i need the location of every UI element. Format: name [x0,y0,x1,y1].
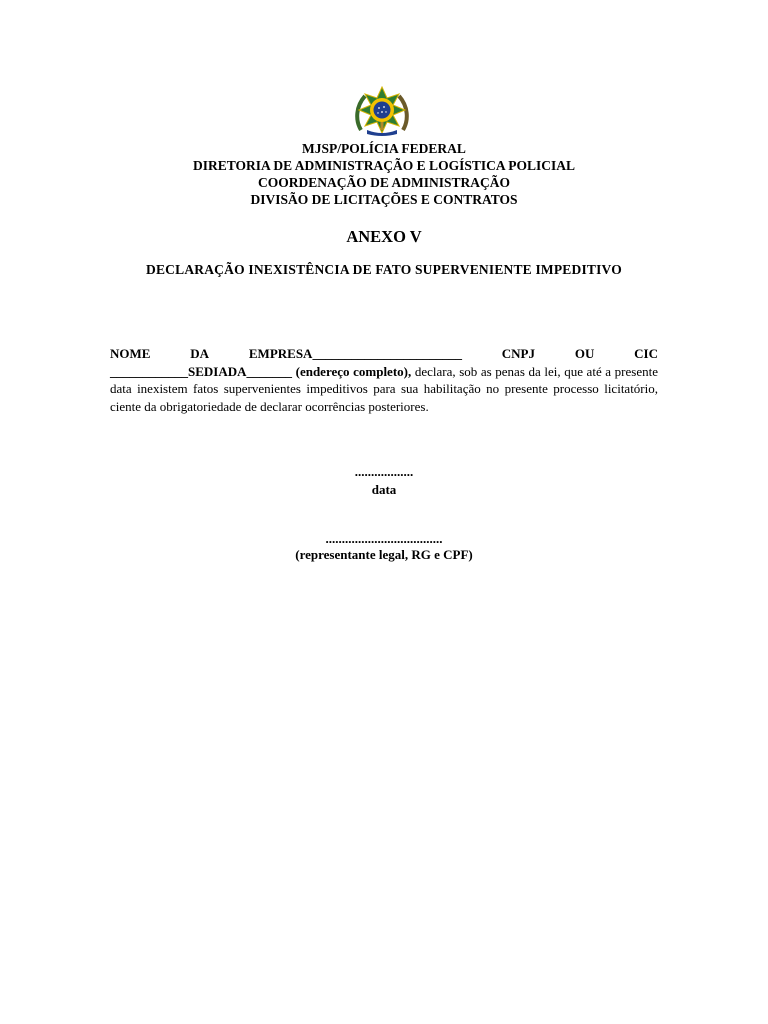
signature-label: (representante legal, RG e CPF) [295,547,473,562]
date-label: data [371,482,397,497]
word-ou: OU [574,346,595,361]
word-cnpj: CNPJ [501,346,535,361]
header-line-diretoria: DIRETORIA DE ADMINISTRAÇÃO E LOGÍSTICA POLICIAL [193,158,575,173]
declaration-text: declara, sob as penas da lei, que até a presente data inexistem fatos supervenientes impeditivos para sua habilitação no presente processo licitatório, ciente da obrigatoriedade de declarar ocorrências posteriores. [110,363,658,414]
header-line-divisao: DIVISÃO DE LICITAÇÕES E CONTRATOS [250,192,518,207]
annex-title: ANEXO V [346,227,422,246]
address-blank: ____________SEDIADA_______ (endereço completo), [110,363,412,379]
declaration-title: DECLARAÇÃO INEXISTÊNCIA DE FATO SUPERVENIENTE IMPEDITIVO [146,262,622,277]
date-dots: .................. [354,464,414,479]
word-da: DA [190,346,210,361]
company-name-blank: EMPRESA_______________________ [248,346,462,361]
brazil-coat-of-arms-icon [353,86,411,138]
word-cic: CIC [634,346,658,361]
header-line-mjsp: MJSP/POLÍCIA FEDERAL [302,141,466,156]
word-nome: NOME [110,346,151,361]
signature-dots: .................................... [325,531,443,546]
document-header [0,140,768,208]
company-line [110,345,658,363]
header-line-coordenacao: COORDENAÇÃO DE ADMINISTRAÇÃO [257,175,511,190]
declaration-body [110,345,658,415]
declaration-paragraph [110,363,658,416]
